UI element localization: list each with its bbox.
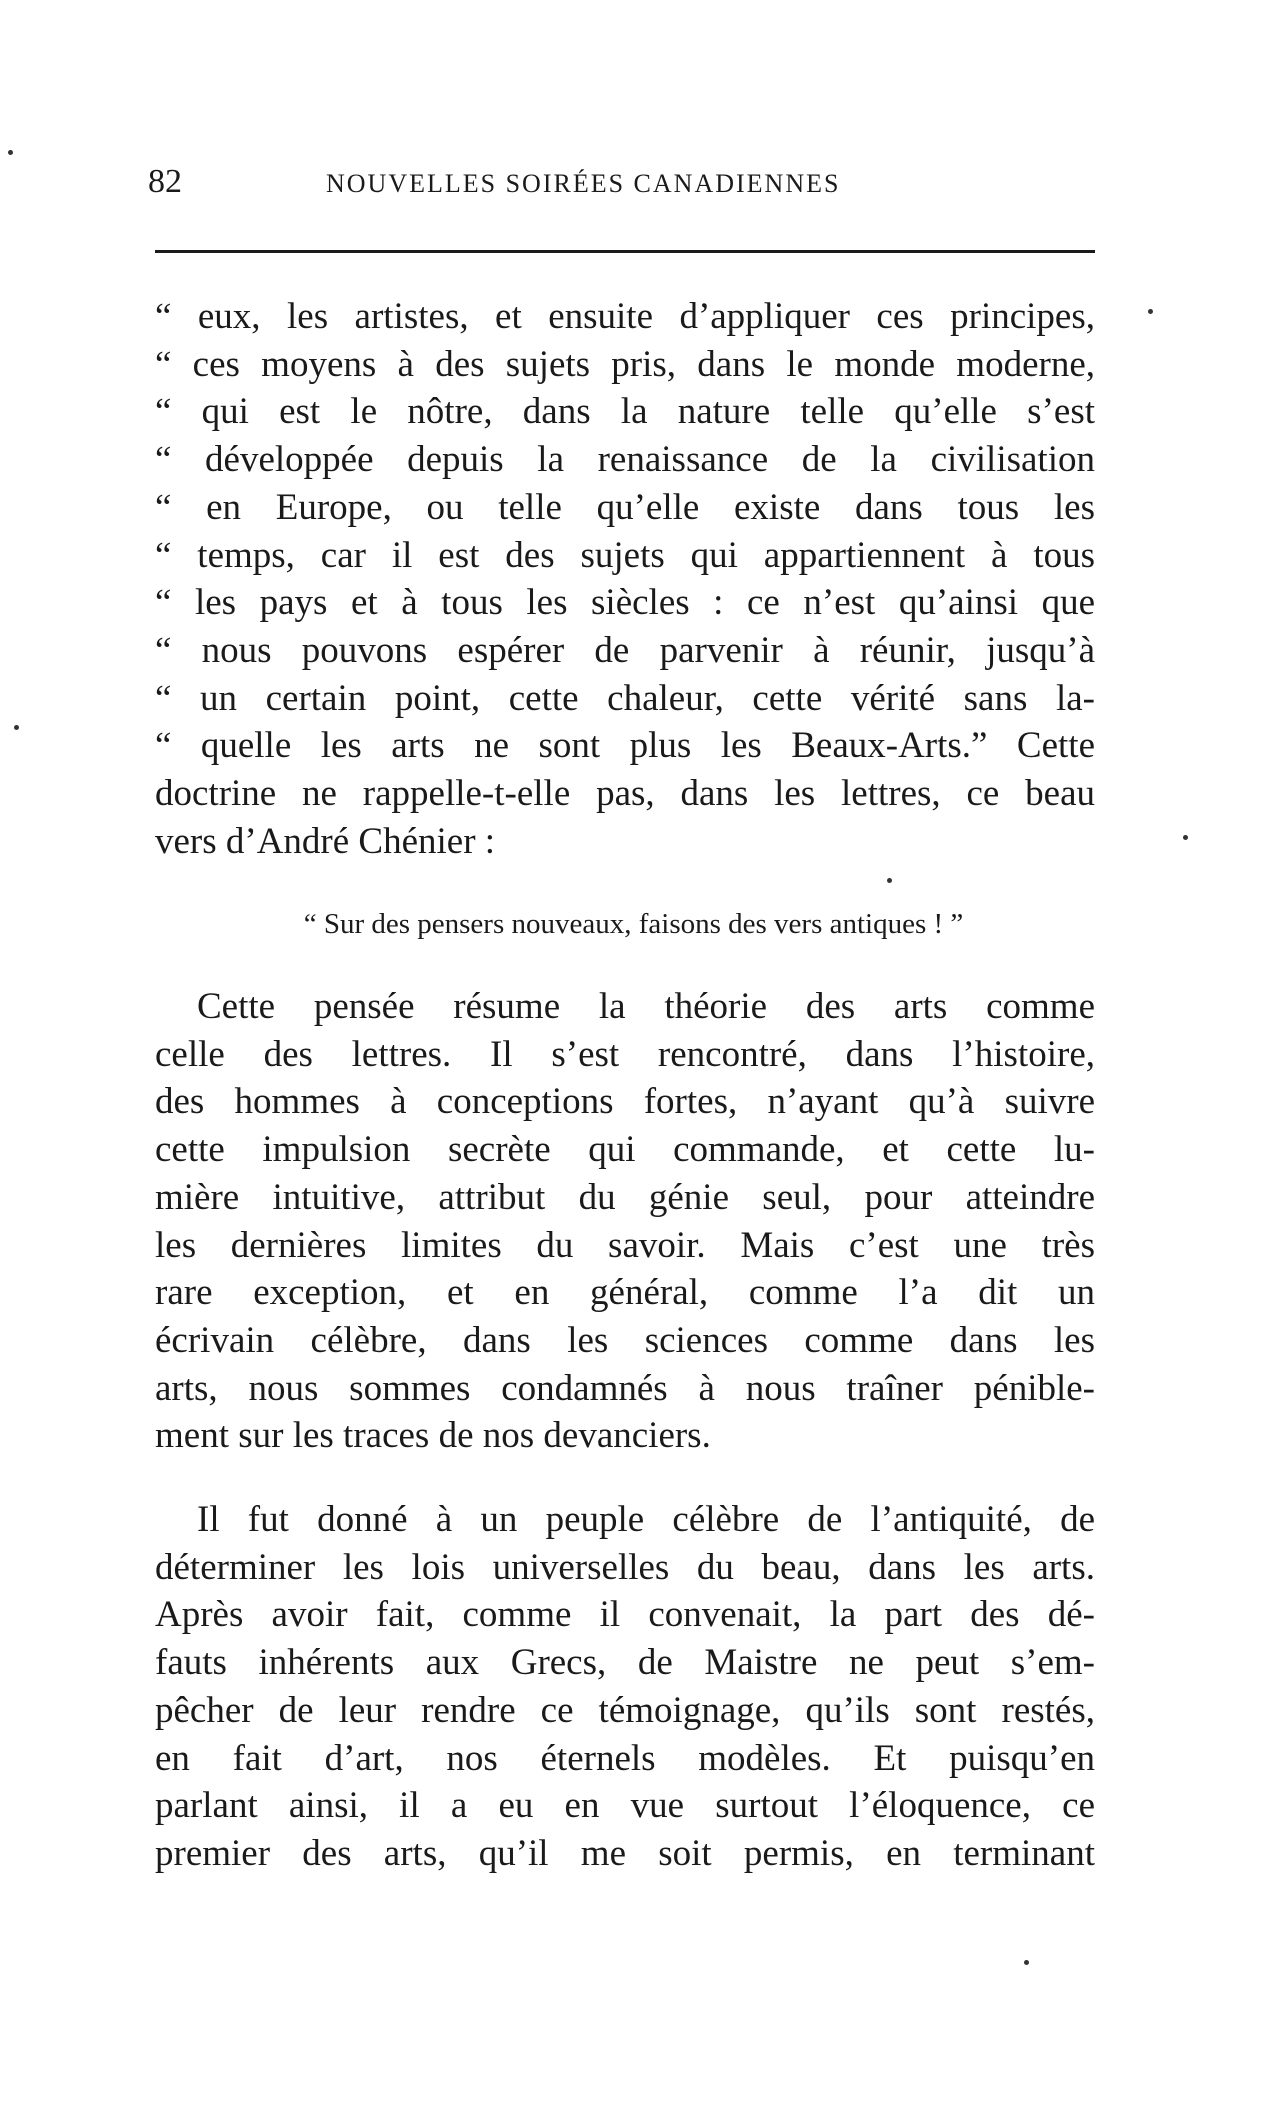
text-line: “ qui est le nôtre, dans la nature telle qu’elle s’est bbox=[155, 391, 1095, 433]
paragraph-2 bbox=[155, 1496, 1095, 1878]
text-line: pêcher de leur rendre ce témoignage, qu’ils sont restés, bbox=[155, 1689, 1095, 1731]
text-line: “ ces moyens à des sujets pris, dans le monde moderne, bbox=[155, 343, 1095, 385]
text-line: vers d’André Chénier : bbox=[155, 820, 496, 862]
text-line: celle des lettres. Il s’est rencontré, dans l’histoire, bbox=[155, 1033, 1095, 1075]
text-line: “ quelle les arts ne sont plus les Beaux-Arts.” Cette bbox=[155, 725, 1095, 767]
text-line: Il fut donné à un peuple célèbre de l’antiquité, de bbox=[197, 1499, 1095, 1540]
page-number: 82 bbox=[148, 163, 182, 200]
text-line: déterminer les lois universelles du beau, dans les arts. bbox=[155, 1546, 1095, 1588]
text-line: parlant ainsi, il a eu en vue surtout l’éloquence, ce bbox=[155, 1785, 1095, 1827]
text-line: doctrine ne rappelle-t-elle pas, dans les lettres, ce beau bbox=[155, 773, 1095, 815]
text-line: en fait d’art, nos éternels modèles. Et puisqu’en bbox=[155, 1737, 1095, 1779]
text-line: “ les pays et à tous les siècles : ce n’est qu’ainsi que bbox=[155, 582, 1095, 624]
text-line: mière intuitive, attribut du génie seul, pour atteindre bbox=[155, 1176, 1095, 1218]
text-line: écrivain célèbre, dans les sciences comme dans les bbox=[155, 1319, 1095, 1361]
text-line: arts, nous sommes condamnés à nous traîner pénible- bbox=[155, 1367, 1095, 1409]
text-line: “ nous pouvons espérer de parvenir à réunir, jusqu’à bbox=[155, 629, 1095, 671]
text-line: fauts inhérents aux Grecs, de Maistre ne peut s’em- bbox=[155, 1642, 1095, 1684]
verse-quotation: “ Sur des pensers nouveaux, faisons des vers antiques ! ” bbox=[303, 908, 964, 940]
text-line: des hommes à conceptions fortes, n’ayant qu’à suivre bbox=[155, 1081, 1095, 1123]
text-line: cette impulsion secrète qui commande, et cette lu- bbox=[155, 1129, 1095, 1171]
text-line: Cette pensée résume la théorie des arts comme bbox=[197, 986, 1095, 1027]
paragraph-1 bbox=[155, 983, 1095, 1460]
text-line: “ un certain point, cette chaleur, cette vérité sans la- bbox=[155, 677, 1095, 719]
scan-speck bbox=[887, 878, 892, 883]
quotation-block bbox=[155, 293, 1095, 865]
running-title: NOUVELLES SOIRÉES CANADIENNES bbox=[326, 169, 841, 198]
scan-speck bbox=[14, 725, 19, 730]
scan-speck bbox=[1024, 1960, 1029, 1965]
text-line: rare exception, et en général, comme l’a dit un bbox=[155, 1272, 1095, 1314]
text-line: premier des arts, qu’il me soit permis, en terminant bbox=[155, 1832, 1095, 1874]
text-line: ment sur les traces de nos devanciers. bbox=[155, 1415, 711, 1457]
text-line: Après avoir fait, comme il convenait, la part des dé- bbox=[155, 1594, 1095, 1636]
scan-speck bbox=[8, 150, 13, 155]
text-line: “ développée depuis la renaissance de la civilisation bbox=[155, 439, 1095, 481]
scan-speck bbox=[1183, 835, 1188, 840]
text-line: “ eux, les artistes, et ensuite d’appliquer ces principes, bbox=[155, 296, 1095, 337]
text-line: les dernières limites du savoir. Mais c’est une très bbox=[155, 1224, 1095, 1266]
page-header bbox=[148, 163, 1098, 213]
scan-speck bbox=[1148, 309, 1153, 314]
text-line: “ en Europe, ou telle qu’elle existe dans tous les bbox=[155, 486, 1095, 528]
text-line: “ temps, car il est des sujets qui appartiennent à tous bbox=[155, 534, 1095, 576]
header-rule bbox=[155, 250, 1095, 253]
